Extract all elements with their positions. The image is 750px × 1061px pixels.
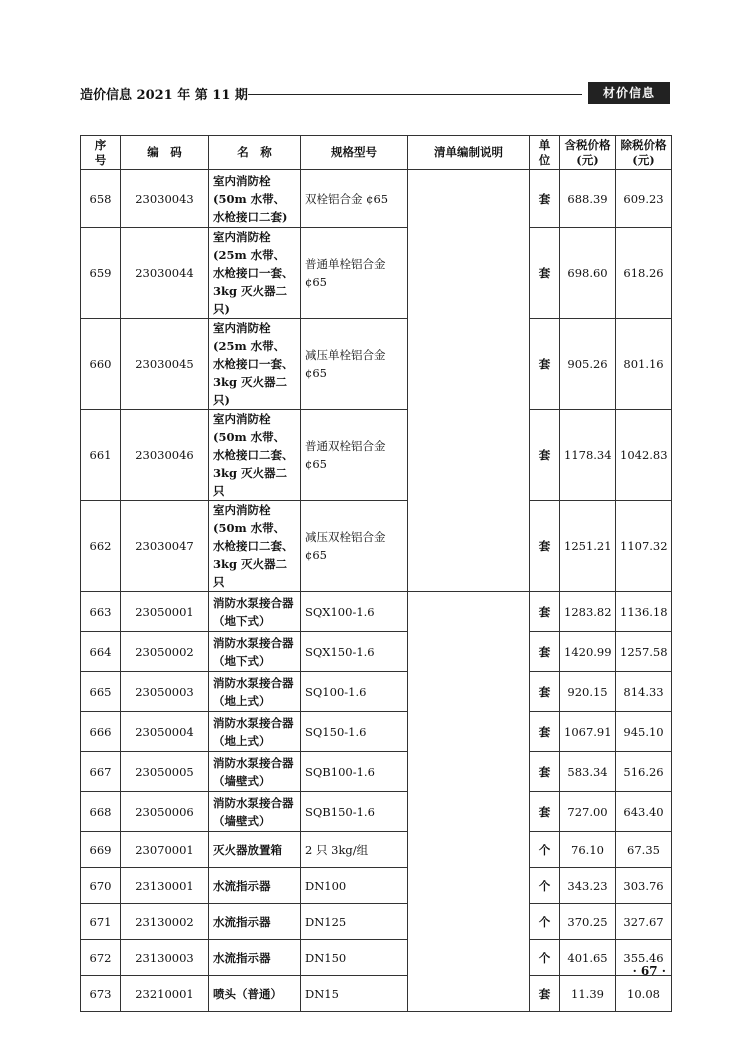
cell-price-notax: 1107.32 bbox=[616, 501, 672, 592]
cell-no: 665 bbox=[81, 672, 121, 712]
cell-spec: SQB100-1.6 bbox=[301, 752, 408, 792]
cell-spec: SQX100-1.6 bbox=[301, 592, 408, 632]
cell-no: 664 bbox=[81, 632, 121, 672]
table-row bbox=[81, 712, 672, 752]
cell-price-notax: 618.26 bbox=[616, 228, 672, 319]
cell-price-tax: 1283.82 bbox=[560, 592, 616, 632]
cell-note bbox=[408, 592, 530, 1012]
cell-spec: SQB150-1.6 bbox=[301, 792, 408, 832]
cell-price-tax: 727.00 bbox=[560, 792, 616, 832]
cell-spec: 减压双栓铝合金 ¢65 bbox=[301, 501, 408, 592]
cell-no: 673 bbox=[81, 976, 121, 1012]
cell-unit: 套 bbox=[530, 632, 560, 672]
cell-price-notax: 1136.18 bbox=[616, 592, 672, 632]
col-header-price-notax: 除税价格(元) bbox=[616, 136, 672, 170]
cell-price-tax: 920.15 bbox=[560, 672, 616, 712]
page-number: · 67 · bbox=[632, 964, 666, 978]
cell-price-tax: 688.39 bbox=[560, 170, 616, 228]
cell-code: 23030046 bbox=[121, 410, 209, 501]
cell-no: 660 bbox=[81, 319, 121, 410]
table-row bbox=[81, 319, 672, 410]
cell-no: 669 bbox=[81, 832, 121, 868]
cell-spec: SQ150-1.6 bbox=[301, 712, 408, 752]
cell-code: 23050002 bbox=[121, 632, 209, 672]
cell-code: 23030047 bbox=[121, 501, 209, 592]
col-header-note: 清单编制说明 bbox=[408, 136, 530, 170]
cell-spec: 2 只 3kg/组 bbox=[301, 832, 408, 868]
cell-price-notax: 67.35 bbox=[616, 832, 672, 868]
cell-code: 23130003 bbox=[121, 940, 209, 976]
cell-spec: DN15 bbox=[301, 976, 408, 1012]
cell-name: 喷头（普通） bbox=[209, 976, 301, 1012]
cell-code: 23050005 bbox=[121, 752, 209, 792]
cell-spec: SQX150-1.6 bbox=[301, 632, 408, 672]
section-badge: 材价信息 bbox=[588, 82, 670, 104]
table-row bbox=[81, 940, 672, 976]
cell-price-notax: 327.67 bbox=[616, 904, 672, 940]
cell-unit: 套 bbox=[530, 752, 560, 792]
cell-spec: DN100 bbox=[301, 868, 408, 904]
cell-spec: DN150 bbox=[301, 940, 408, 976]
cell-price-notax: 10.08 bbox=[616, 976, 672, 1012]
cell-price-notax: 1257.58 bbox=[616, 632, 672, 672]
cell-no: 661 bbox=[81, 410, 121, 501]
cell-price-notax: 355.46 bbox=[616, 940, 672, 976]
cell-no: 668 bbox=[81, 792, 121, 832]
table-row bbox=[81, 904, 672, 940]
cell-code: 23030045 bbox=[121, 319, 209, 410]
cell-unit: 个 bbox=[530, 868, 560, 904]
cell-price-tax: 343.23 bbox=[560, 868, 616, 904]
table-row bbox=[81, 868, 672, 904]
cell-unit: 套 bbox=[530, 672, 560, 712]
table-row bbox=[81, 752, 672, 792]
cell-code: 23030043 bbox=[121, 170, 209, 228]
cell-unit: 个 bbox=[530, 940, 560, 976]
table-row bbox=[81, 410, 672, 501]
cell-code: 23050006 bbox=[121, 792, 209, 832]
cell-unit: 套 bbox=[530, 976, 560, 1012]
cell-code: 23050001 bbox=[121, 592, 209, 632]
cell-price-tax: 401.65 bbox=[560, 940, 616, 976]
cell-name: 消防水泵接合器（地上式） bbox=[209, 672, 301, 712]
cell-spec: 普通双栓铝合金 ¢65 bbox=[301, 410, 408, 501]
cell-price-tax: 370.25 bbox=[560, 904, 616, 940]
cell-price-tax: 905.26 bbox=[560, 319, 616, 410]
cell-name: 消防水泵接合器（墙壁式） bbox=[209, 792, 301, 832]
cell-unit: 套 bbox=[530, 792, 560, 832]
cell-price-tax: 1067.91 bbox=[560, 712, 616, 752]
cell-name: 消防水泵接合器（地上式） bbox=[209, 712, 301, 752]
table-row bbox=[81, 592, 672, 632]
cell-price-notax: 516.26 bbox=[616, 752, 672, 792]
cell-name: 室内消防栓(25m 水带、水枪接口一套、3kg 灭火器二只) bbox=[209, 319, 301, 410]
cell-no: 659 bbox=[81, 228, 121, 319]
cell-spec: SQ100-1.6 bbox=[301, 672, 408, 712]
cell-name: 室内消防栓(50m 水带、水枪接口二套) bbox=[209, 170, 301, 228]
cell-price-tax: 11.39 bbox=[560, 976, 616, 1012]
cell-code: 23130001 bbox=[121, 868, 209, 904]
cell-price-tax: 583.34 bbox=[560, 752, 616, 792]
cell-no: 658 bbox=[81, 170, 121, 228]
cell-price-notax: 945.10 bbox=[616, 712, 672, 752]
table-row bbox=[81, 170, 672, 228]
table-row bbox=[81, 976, 672, 1012]
cell-spec: 双栓铝合金 ¢65 bbox=[301, 170, 408, 228]
cell-no: 666 bbox=[81, 712, 121, 752]
cell-price-notax: 801.16 bbox=[616, 319, 672, 410]
cell-price-tax: 1420.99 bbox=[560, 632, 616, 672]
cell-unit: 套 bbox=[530, 501, 560, 592]
cell-code: 23130002 bbox=[121, 904, 209, 940]
cell-price-tax: 1178.34 bbox=[560, 410, 616, 501]
cell-spec: 普通单栓铝合金 ¢65 bbox=[301, 228, 408, 319]
table-row bbox=[81, 672, 672, 712]
col-header-price-tax: 含税价格(元) bbox=[560, 136, 616, 170]
price-table bbox=[80, 135, 672, 1012]
cell-name: 消防水泵接合器（地下式） bbox=[209, 632, 301, 672]
cell-note bbox=[408, 170, 530, 592]
cell-price-notax: 814.33 bbox=[616, 672, 672, 712]
cell-price-notax: 643.40 bbox=[616, 792, 672, 832]
cell-price-tax: 1251.21 bbox=[560, 501, 616, 592]
cell-name: 灭火器放置箱 bbox=[209, 832, 301, 868]
cell-name: 室内消防栓(25m 水带、水枪接口一套、3kg 灭火器二只) bbox=[209, 228, 301, 319]
col-header-spec: 规格型号 bbox=[301, 136, 408, 170]
cell-price-notax: 303.76 bbox=[616, 868, 672, 904]
cell-name: 水流指示器 bbox=[209, 904, 301, 940]
table-row bbox=[81, 792, 672, 832]
cell-spec: DN125 bbox=[301, 904, 408, 940]
page-header bbox=[80, 82, 670, 104]
cell-no: 663 bbox=[81, 592, 121, 632]
table-header-row bbox=[81, 136, 672, 170]
cell-no: 667 bbox=[81, 752, 121, 792]
cell-code: 23030044 bbox=[121, 228, 209, 319]
cell-price-notax: 609.23 bbox=[616, 170, 672, 228]
cell-code: 23050003 bbox=[121, 672, 209, 712]
table-row bbox=[81, 501, 672, 592]
cell-name: 水流指示器 bbox=[209, 868, 301, 904]
cell-code: 23050004 bbox=[121, 712, 209, 752]
cell-no: 671 bbox=[81, 904, 121, 940]
cell-price-tax: 76.10 bbox=[560, 832, 616, 868]
col-header-code: 编 码 bbox=[121, 136, 209, 170]
cell-name: 室内消防栓(50m 水带、水枪接口二套、3kg 灭火器二只 bbox=[209, 410, 301, 501]
cell-unit: 个 bbox=[530, 832, 560, 868]
cell-name: 消防水泵接合器（墙壁式） bbox=[209, 752, 301, 792]
header-rule bbox=[248, 94, 582, 95]
cell-unit: 套 bbox=[530, 712, 560, 752]
cell-code: 23210001 bbox=[121, 976, 209, 1012]
cell-price-notax: 1042.83 bbox=[616, 410, 672, 501]
cell-name: 室内消防栓(50m 水带、水枪接口二套、3kg 灭火器二只 bbox=[209, 501, 301, 592]
cell-unit: 套 bbox=[530, 592, 560, 632]
col-header-no: 序号 bbox=[81, 136, 121, 170]
cell-unit: 套 bbox=[530, 319, 560, 410]
cell-price-tax: 698.60 bbox=[560, 228, 616, 319]
cell-unit: 套 bbox=[530, 228, 560, 319]
publication-title: 造价信息 2021 年 第 11 期 bbox=[80, 88, 248, 103]
cell-unit: 套 bbox=[530, 170, 560, 228]
cell-code: 23070001 bbox=[121, 832, 209, 868]
table-row bbox=[81, 632, 672, 672]
col-header-unit: 单位 bbox=[530, 136, 560, 170]
table-row bbox=[81, 832, 672, 868]
cell-unit: 个 bbox=[530, 904, 560, 940]
cell-unit: 套 bbox=[530, 410, 560, 501]
table-row bbox=[81, 228, 672, 319]
cell-name: 水流指示器 bbox=[209, 940, 301, 976]
cell-no: 672 bbox=[81, 940, 121, 976]
cell-no: 670 bbox=[81, 868, 121, 904]
cell-name: 消防水泵接合器（地下式） bbox=[209, 592, 301, 632]
cell-no: 662 bbox=[81, 501, 121, 592]
col-header-name: 名 称 bbox=[209, 136, 301, 170]
cell-spec: 减压单栓铝合金 ¢65 bbox=[301, 319, 408, 410]
